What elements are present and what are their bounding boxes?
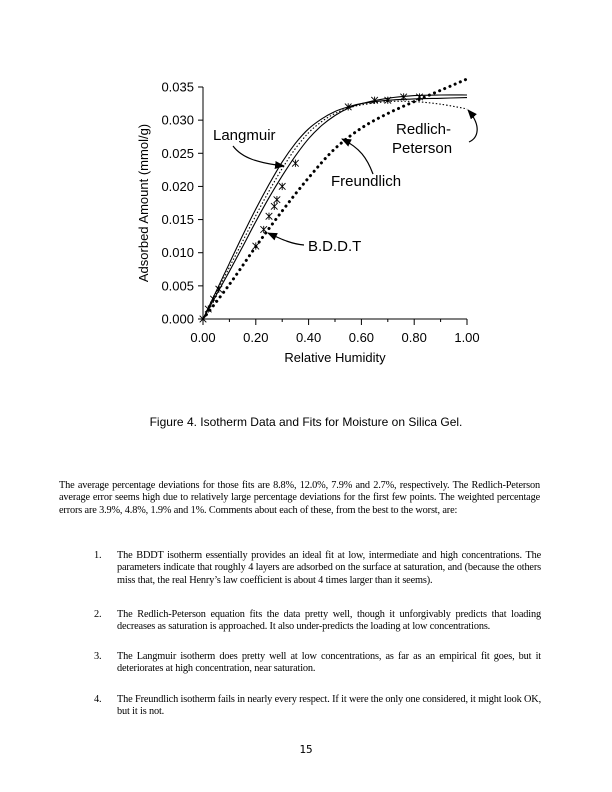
x-tick-label: 0.80	[401, 330, 427, 345]
x-axis-title: Relative Humidity	[284, 350, 386, 365]
y-tick-label: 0.020	[161, 178, 194, 194]
list-item-number: 1.	[94, 550, 102, 561]
list-item-number: 4.	[94, 694, 102, 705]
x-tick-label: 0.40	[295, 330, 322, 345]
list-item	[94, 609, 541, 634]
list-item	[94, 550, 541, 587]
list-item-number: 3.	[94, 651, 102, 662]
list-item	[94, 694, 541, 719]
x-tick-label: 0.00	[190, 330, 216, 345]
arrow-redlich-peterson	[468, 110, 477, 142]
page-number: 15	[299, 743, 313, 756]
x-tick-label: 0.20	[243, 330, 269, 345]
y-tick-label: 0.035	[161, 79, 194, 95]
data-point	[216, 286, 223, 293]
y-tick-label: 0.025	[161, 145, 194, 161]
arrow-langmuir	[233, 146, 284, 166]
list-item-text: The Langmuir isotherm does pretty well at low concentrations, as far as an empirical fit goes, but it deteriorates at high concentration, near saturation.	[117, 651, 541, 675]
y-tick-label: 0.010	[161, 245, 194, 261]
figure-caption: Figure 4. Isotherm Data and Fits for Moisture on Silica Gel.	[149, 415, 463, 429]
y-axis-title: Adsorbed Amount (mmol/g)	[136, 123, 151, 283]
data-point	[260, 226, 267, 233]
list-item-number: 2.	[94, 609, 102, 620]
body-paragraph: The average percentage deviations for those fits are 8.8%, 12.0%, 7.9% and 2.7%, respectively. The Redlich-Peterson average error seems high due to relatively large percentage deviations for the first few points. The weighted percentage errors are 3.9%, 4.8%, 1.9% and 1%. Comments about each of these, from the best to the worst, are:	[59, 480, 540, 516]
arrow-bddt	[268, 233, 304, 245]
x-tick-label: 0.60	[348, 330, 375, 345]
fit-curves	[203, 79, 467, 319]
y-tick-label: 0.030	[161, 112, 194, 128]
list-item-text: The Redlich-Peterson equation fits the data pretty well, though it unforgivably predicts that loading decreases as saturation is approached. It also under-predicts the loading at low concentrations.	[117, 609, 541, 633]
data-point	[271, 203, 278, 210]
data-point	[274, 196, 281, 203]
y-tick-label: 0.000	[161, 311, 194, 327]
y-tick-label: 0.005	[161, 278, 194, 294]
data-point	[266, 213, 273, 220]
data-point	[416, 93, 423, 100]
annotation-freundlich: Freundlich	[331, 173, 402, 190]
data-point	[253, 242, 260, 249]
annotation-bddt: B.D.D.T	[308, 238, 362, 255]
data-point	[210, 295, 217, 302]
annotation-langmuir: Langmuir	[213, 127, 276, 144]
y-tick-label: 0.015	[161, 212, 194, 228]
annotation-redlich: Redlich-	[396, 121, 452, 138]
y-tick-labels	[161, 80, 203, 327]
list-item-text: The BDDT isotherm essentially provides an ideal fit at low, intermediate and high concentrations. The parameters indicate that roughly 4 layers are adsorbed on the surface at saturation, and (because the others miss that, the real Henry’s law coefficient is about 4 times larger than it seems).	[117, 550, 541, 586]
data-point	[292, 160, 299, 167]
list-item-text: The Freundlich isotherm fails in nearly every respect. If it were the only one considered, it might look OK, but it is not.	[117, 694, 541, 718]
data-point	[279, 183, 286, 190]
list-item	[94, 651, 541, 676]
arrow-freundlich	[342, 139, 373, 174]
x-tick-label: 1.00	[454, 330, 480, 345]
annotation-peterson: Peterson	[392, 140, 453, 157]
x-tick-labels	[190, 319, 479, 345]
